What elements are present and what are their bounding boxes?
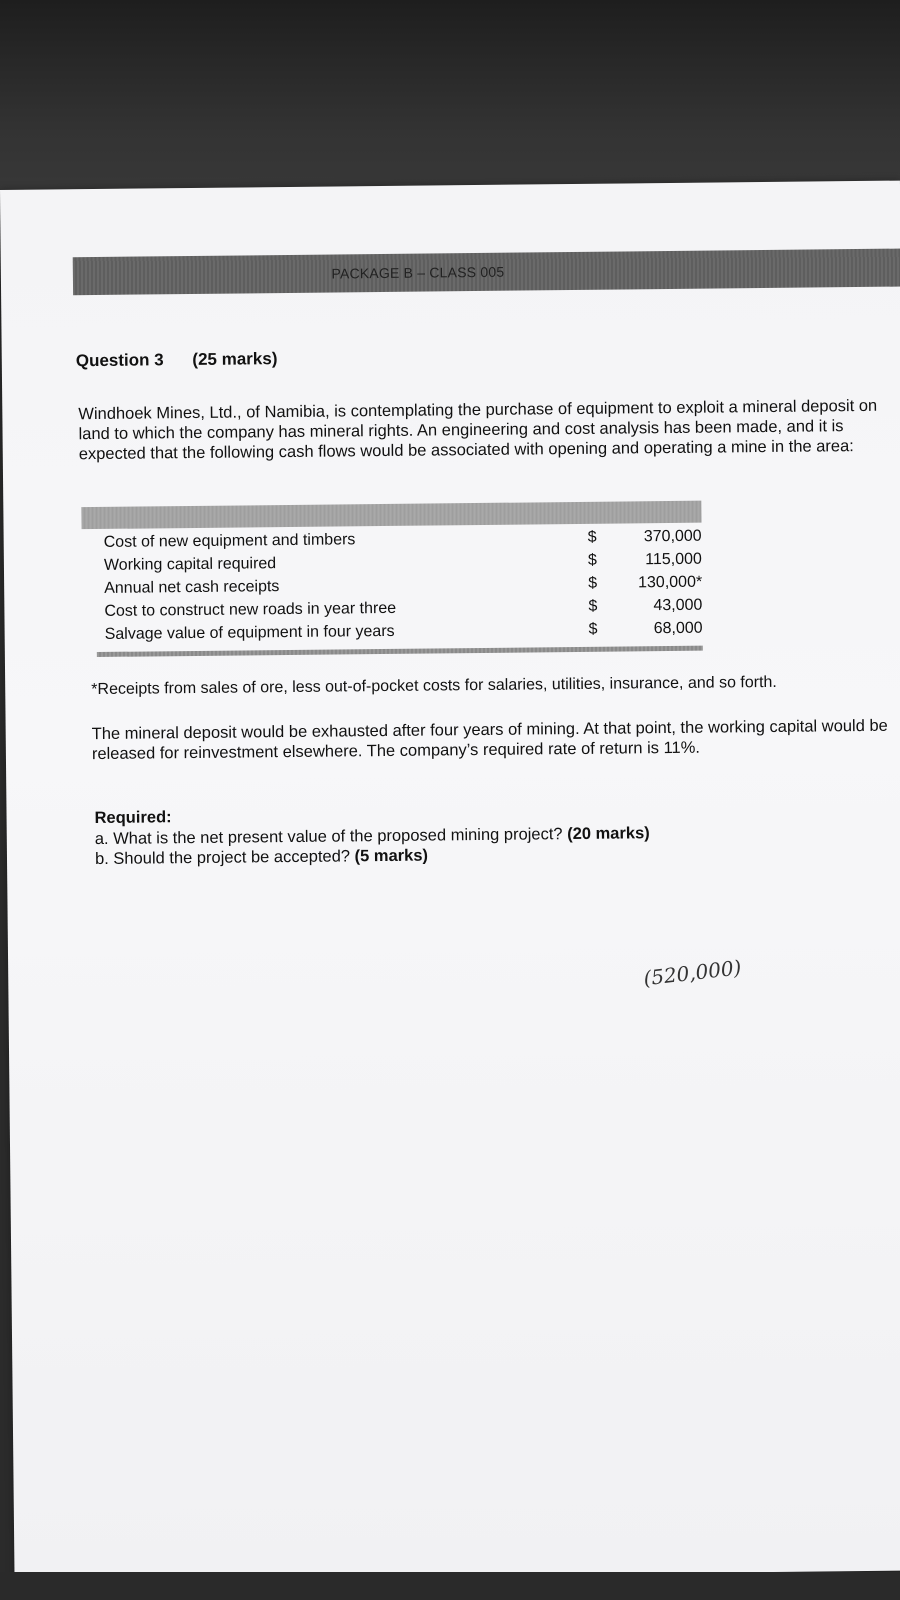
question-heading <box>76 349 278 371</box>
required-list <box>95 823 650 869</box>
row-value: 130,000* <box>637 573 703 592</box>
question-intro: Windhoek Mines, Ltd., of Namibia, is contemplating the purchase of equipment to exploit a mineral deposit on land to which the company has mineral rights. An engineering and cost analysis has been made, and it is expected that the following cash flows would be associated with opening and operating a mine in the area: <box>78 396 878 464</box>
row-label: Annual net cash receipts <box>104 578 280 597</box>
row-currency: $ <box>588 574 598 592</box>
row-value: 43,000 <box>653 596 703 615</box>
row-currency: $ <box>588 620 598 638</box>
row-label: Cost to construct new roads in year three <box>104 599 397 620</box>
required-heading: Required: <box>94 808 172 828</box>
paper-sheet <box>0 181 900 1580</box>
row-currency: $ <box>587 528 597 546</box>
question-number: Question 3 <box>75 350 164 371</box>
row-label: Working capital required <box>103 555 277 574</box>
receipts-footnote: *Receipts from sales of ore, less out-of-pocket costs for salaries, utilities, insurance, and so forth. <box>91 673 777 699</box>
required-item-a-marks: (20 marks) <box>567 824 650 844</box>
handwritten-note: (520,000) <box>642 955 743 991</box>
cash-flow-table <box>81 501 703 657</box>
required-item-a-text: a. What is the net present value of the proposed mining project? <box>94 825 568 849</box>
row-value: 370,000 <box>643 527 702 546</box>
row-label: Salvage value of equipment in four years <box>104 622 395 643</box>
deposit-paragraph: The mineral deposit would be exhausted after four years of mining. At that point, the working capital would be released for reinvestment elsewhere. The company’s required rate of return is 11%. <box>91 716 888 764</box>
row-currency: $ <box>588 597 598 615</box>
row-value: 115,000 <box>645 550 702 569</box>
question-marks: (25 marks) <box>192 349 278 369</box>
required-item-b-text: b. Should the project be accepted? <box>94 847 355 869</box>
package-header-title: PACKAGE B – CLASS 005 <box>331 263 505 282</box>
required-item-b-marks: (5 marks) <box>354 846 429 866</box>
background-dark-bottom <box>0 1572 900 1600</box>
row-value: 68,000 <box>653 619 703 638</box>
package-header-bar <box>73 249 900 296</box>
row-currency: $ <box>587 551 597 569</box>
table-bottom-border <box>97 646 703 657</box>
row-label: Cost of new equipment and timbers <box>103 531 356 551</box>
